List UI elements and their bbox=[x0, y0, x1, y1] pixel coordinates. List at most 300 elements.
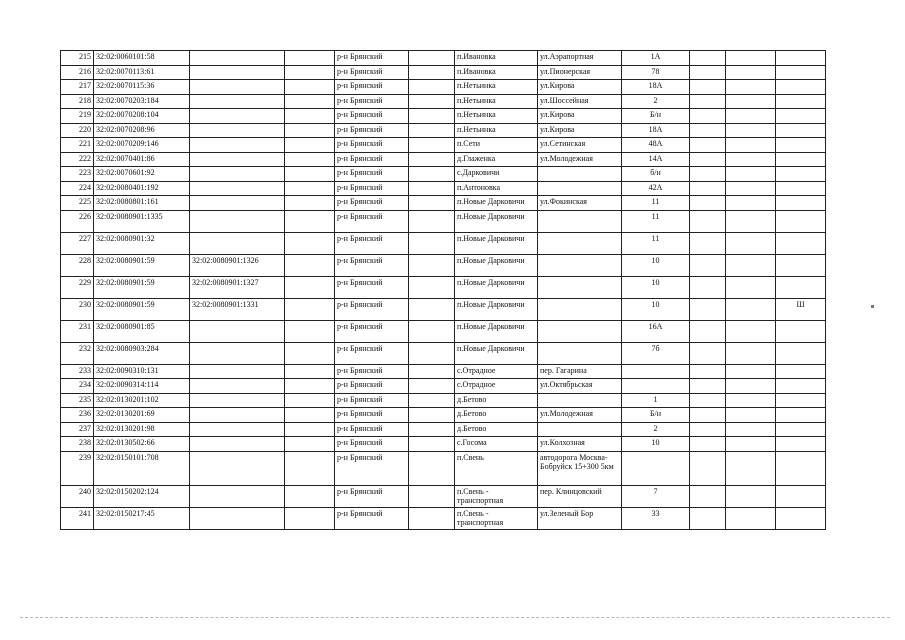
table-row bbox=[61, 109, 826, 124]
note-cell bbox=[776, 196, 826, 211]
note-cell bbox=[776, 123, 826, 138]
note-cell: Ш bbox=[776, 298, 826, 320]
locality: с.Госома bbox=[455, 437, 538, 452]
district: р-н Брянский bbox=[335, 298, 409, 320]
empty-cell bbox=[409, 152, 455, 167]
empty-cell bbox=[690, 422, 726, 437]
locality: п.Новые Дарковичи bbox=[455, 196, 538, 211]
street: пер. Гагарина bbox=[538, 364, 622, 379]
linked-cadastral-number bbox=[190, 94, 285, 109]
locality: п.Нетьинка bbox=[455, 80, 538, 95]
note-cell bbox=[776, 342, 826, 364]
cadastral-number: 32:02:0090314:114 bbox=[94, 379, 190, 394]
empty-cell bbox=[409, 379, 455, 394]
district: р-н Брянский bbox=[335, 94, 409, 109]
empty-cell bbox=[285, 379, 335, 394]
empty-cell bbox=[409, 298, 455, 320]
linked-cadastral-number bbox=[190, 51, 285, 66]
row-number: 238 bbox=[61, 437, 94, 452]
street: ул.Кирова bbox=[538, 123, 622, 138]
table-row bbox=[61, 138, 826, 153]
empty-cell bbox=[285, 167, 335, 182]
district: р-н Брянский bbox=[335, 422, 409, 437]
note-cell bbox=[776, 276, 826, 298]
empty-cell bbox=[690, 408, 726, 423]
locality: с.Дарковичи bbox=[455, 167, 538, 182]
empty-cell bbox=[726, 393, 776, 408]
empty-cell bbox=[690, 298, 726, 320]
empty-cell bbox=[285, 437, 335, 452]
linked-cadastral-number bbox=[190, 320, 285, 342]
note-cell bbox=[776, 109, 826, 124]
house-number: 1 bbox=[622, 393, 690, 408]
table-row bbox=[61, 167, 826, 182]
table-row bbox=[61, 437, 826, 452]
street: ул.Зеленый Бор bbox=[538, 507, 622, 529]
cadastral-number: 32:02:0080901:59 bbox=[94, 298, 190, 320]
house-number: 11 bbox=[622, 196, 690, 211]
district: р-н Брянский bbox=[335, 152, 409, 167]
linked-cadastral-number bbox=[190, 196, 285, 211]
row-number: 226 bbox=[61, 210, 94, 232]
empty-cell bbox=[285, 320, 335, 342]
cadastral-number: 32:02:0070208:96 bbox=[94, 123, 190, 138]
empty-cell bbox=[690, 364, 726, 379]
empty-cell bbox=[409, 138, 455, 153]
street: ул.Колхозная bbox=[538, 437, 622, 452]
locality: п.Новые Дарковичи bbox=[455, 210, 538, 232]
row-number: 237 bbox=[61, 422, 94, 437]
linked-cadastral-number bbox=[190, 393, 285, 408]
street: ул.Кирова bbox=[538, 109, 622, 124]
locality: д.Бетово bbox=[455, 408, 538, 423]
street: автодорога Москва-Бобруйск 15+300 5км bbox=[538, 451, 622, 485]
empty-cell bbox=[690, 320, 726, 342]
row-number: 232 bbox=[61, 342, 94, 364]
street bbox=[538, 181, 622, 196]
empty-cell bbox=[690, 379, 726, 394]
locality: п.Ивановка bbox=[455, 51, 538, 66]
empty-cell bbox=[285, 196, 335, 211]
district: р-н Брянский bbox=[335, 507, 409, 529]
table-row bbox=[61, 364, 826, 379]
empty-cell bbox=[285, 485, 335, 507]
empty-cell bbox=[726, 408, 776, 423]
street: пер. Клинцовский bbox=[538, 485, 622, 507]
locality: д.Глаженка bbox=[455, 152, 538, 167]
cadastral-number: 32:02:0080401:192 bbox=[94, 181, 190, 196]
empty-cell bbox=[409, 276, 455, 298]
linked-cadastral-number bbox=[190, 437, 285, 452]
empty-cell bbox=[690, 342, 726, 364]
district: р-н Брянский bbox=[335, 167, 409, 182]
locality: д.Бетово bbox=[455, 393, 538, 408]
empty-cell bbox=[690, 152, 726, 167]
cadastral-number: 32:02:0080801:161 bbox=[94, 196, 190, 211]
street: ул.Молодежная bbox=[538, 152, 622, 167]
empty-cell bbox=[285, 254, 335, 276]
district: р-н Брянский bbox=[335, 451, 409, 485]
empty-cell bbox=[690, 232, 726, 254]
house-number: 2 bbox=[622, 94, 690, 109]
scan-artifact-line bbox=[20, 617, 890, 618]
house-number: 1А bbox=[622, 51, 690, 66]
linked-cadastral-number bbox=[190, 181, 285, 196]
empty-cell bbox=[409, 65, 455, 80]
district: р-н Брянский bbox=[335, 437, 409, 452]
empty-cell bbox=[726, 422, 776, 437]
district: р-н Брянский bbox=[335, 210, 409, 232]
cadastral-number: 32:02:0080901:85 bbox=[94, 320, 190, 342]
locality: п.Новые Дарковичи bbox=[455, 232, 538, 254]
house-number: 18А bbox=[622, 80, 690, 95]
empty-cell bbox=[726, 379, 776, 394]
house-number: б/н bbox=[622, 167, 690, 182]
row-number: 227 bbox=[61, 232, 94, 254]
district: р-н Брянский bbox=[335, 393, 409, 408]
cadastral-number: 32:02:0090310:131 bbox=[94, 364, 190, 379]
empty-cell bbox=[726, 167, 776, 182]
empty-cell bbox=[726, 65, 776, 80]
locality: п.Новые Дарковичи bbox=[455, 298, 538, 320]
empty-cell bbox=[690, 167, 726, 182]
district: р-н Брянский bbox=[335, 408, 409, 423]
locality: п.Новые Дарковичи bbox=[455, 254, 538, 276]
note-cell bbox=[776, 94, 826, 109]
note-cell bbox=[776, 437, 826, 452]
empty-cell bbox=[285, 210, 335, 232]
cadastral-number: 32:02:0070113:61 bbox=[94, 65, 190, 80]
locality: п.Сети bbox=[455, 138, 538, 153]
cadastral-number: 32:02:0070601:92 bbox=[94, 167, 190, 182]
cadastral-number: 32:02:0130201:98 bbox=[94, 422, 190, 437]
street bbox=[538, 276, 622, 298]
empty-cell bbox=[285, 109, 335, 124]
row-number: 217 bbox=[61, 80, 94, 95]
empty-cell bbox=[409, 422, 455, 437]
linked-cadastral-number: 32:02:0080901:1327 bbox=[190, 276, 285, 298]
house-number: 18А bbox=[622, 123, 690, 138]
row-number: 218 bbox=[61, 94, 94, 109]
street: ул.Шоссейная bbox=[538, 94, 622, 109]
house-number: 10 bbox=[622, 254, 690, 276]
empty-cell bbox=[726, 210, 776, 232]
empty-cell bbox=[690, 80, 726, 95]
row-number: 220 bbox=[61, 123, 94, 138]
empty-cell bbox=[690, 254, 726, 276]
empty-cell bbox=[726, 232, 776, 254]
locality: п.Новые Дарковичи bbox=[455, 342, 538, 364]
note-cell bbox=[776, 138, 826, 153]
empty-cell bbox=[285, 342, 335, 364]
empty-cell bbox=[285, 451, 335, 485]
house-number: 78 bbox=[622, 65, 690, 80]
row-number: 215 bbox=[61, 51, 94, 66]
table-row bbox=[61, 65, 826, 80]
empty-cell bbox=[726, 196, 776, 211]
linked-cadastral-number bbox=[190, 408, 285, 423]
empty-cell bbox=[726, 437, 776, 452]
house-number bbox=[622, 379, 690, 394]
house-number: 16А bbox=[622, 320, 690, 342]
street bbox=[538, 422, 622, 437]
table-row bbox=[61, 342, 826, 364]
empty-cell bbox=[285, 298, 335, 320]
row-number: 234 bbox=[61, 379, 94, 394]
row-number: 223 bbox=[61, 167, 94, 182]
house-number: 11 bbox=[622, 232, 690, 254]
empty-cell bbox=[690, 507, 726, 529]
empty-cell bbox=[726, 109, 776, 124]
street: ул.Сетинская bbox=[538, 138, 622, 153]
cadastral-number: 32:02:0070208:104 bbox=[94, 109, 190, 124]
empty-cell bbox=[690, 437, 726, 452]
empty-cell bbox=[726, 94, 776, 109]
empty-cell bbox=[409, 451, 455, 485]
empty-cell bbox=[285, 138, 335, 153]
locality: п.Новые Дарковичи bbox=[455, 276, 538, 298]
house-number bbox=[622, 451, 690, 485]
district: р-н Брянский bbox=[335, 123, 409, 138]
table-row bbox=[61, 232, 826, 254]
empty-cell bbox=[726, 451, 776, 485]
cadastral-number: 32:02:0060101:58 bbox=[94, 51, 190, 66]
note-cell bbox=[776, 167, 826, 182]
street: ул.Октябрьская bbox=[538, 379, 622, 394]
empty-cell bbox=[726, 138, 776, 153]
empty-cell bbox=[285, 152, 335, 167]
linked-cadastral-number bbox=[190, 138, 285, 153]
street bbox=[538, 167, 622, 182]
house-number: 7 bbox=[622, 485, 690, 507]
note-cell bbox=[776, 485, 826, 507]
linked-cadastral-number: 32:02:0080901:1331 bbox=[190, 298, 285, 320]
street bbox=[538, 320, 622, 342]
empty-cell bbox=[726, 181, 776, 196]
street bbox=[538, 298, 622, 320]
empty-cell bbox=[409, 210, 455, 232]
empty-cell bbox=[726, 485, 776, 507]
locality: п.Свень bbox=[455, 451, 538, 485]
district: р-н Брянский bbox=[335, 196, 409, 211]
locality: п.Нетьинка bbox=[455, 109, 538, 124]
empty-cell bbox=[285, 51, 335, 66]
empty-cell bbox=[285, 181, 335, 196]
cadastral-number: 32:02:0150217:45 bbox=[94, 507, 190, 529]
row-number: 221 bbox=[61, 138, 94, 153]
empty-cell bbox=[409, 437, 455, 452]
house-number: 2 bbox=[622, 422, 690, 437]
house-number: 10 bbox=[622, 276, 690, 298]
empty-cell bbox=[285, 393, 335, 408]
empty-cell bbox=[409, 51, 455, 66]
table-row bbox=[61, 152, 826, 167]
house-number: 10 bbox=[622, 298, 690, 320]
empty-cell bbox=[726, 364, 776, 379]
note-cell bbox=[776, 51, 826, 66]
locality: д.Бетово bbox=[455, 422, 538, 437]
cadastral-number: 32:02:0070203:184 bbox=[94, 94, 190, 109]
locality: п.Антоновка bbox=[455, 181, 538, 196]
note-cell bbox=[776, 379, 826, 394]
house-number: 42А bbox=[622, 181, 690, 196]
district: р-н Брянский bbox=[335, 181, 409, 196]
table-row bbox=[61, 51, 826, 66]
cadastral-number: 32:02:0130502:66 bbox=[94, 437, 190, 452]
linked-cadastral-number bbox=[190, 210, 285, 232]
cadastral-number: 32:02:0080903:284 bbox=[94, 342, 190, 364]
table-row bbox=[61, 254, 826, 276]
district: р-н Брянский bbox=[335, 276, 409, 298]
table-row bbox=[61, 181, 826, 196]
note-cell bbox=[776, 320, 826, 342]
district: р-н Брянский bbox=[335, 342, 409, 364]
row-number: 236 bbox=[61, 408, 94, 423]
empty-cell bbox=[409, 123, 455, 138]
linked-cadastral-number bbox=[190, 65, 285, 80]
street: ул.Фокинская bbox=[538, 196, 622, 211]
table-row bbox=[61, 320, 826, 342]
row-number: 219 bbox=[61, 109, 94, 124]
row-number: 240 bbox=[61, 485, 94, 507]
house-number bbox=[622, 364, 690, 379]
empty-cell bbox=[285, 65, 335, 80]
cadastral-number: 32:02:0080901:59 bbox=[94, 276, 190, 298]
empty-cell bbox=[409, 408, 455, 423]
row-number: 229 bbox=[61, 276, 94, 298]
locality: п.Свень - транспортная bbox=[455, 507, 538, 529]
table-row bbox=[61, 94, 826, 109]
note-cell bbox=[776, 80, 826, 95]
empty-cell bbox=[285, 422, 335, 437]
table-row bbox=[61, 408, 826, 423]
empty-cell bbox=[690, 138, 726, 153]
empty-cell bbox=[726, 298, 776, 320]
empty-cell bbox=[690, 210, 726, 232]
empty-cell bbox=[726, 51, 776, 66]
linked-cadastral-number bbox=[190, 80, 285, 95]
linked-cadastral-number bbox=[190, 109, 285, 124]
linked-cadastral-number bbox=[190, 451, 285, 485]
empty-cell bbox=[409, 232, 455, 254]
row-number: 222 bbox=[61, 152, 94, 167]
empty-cell bbox=[690, 181, 726, 196]
note-cell bbox=[776, 507, 826, 529]
cadastral-number: 32:02:0070115:36 bbox=[94, 80, 190, 95]
row-number: 224 bbox=[61, 181, 94, 196]
cadastral-number: 32:02:0080901:32 bbox=[94, 232, 190, 254]
empty-cell bbox=[726, 80, 776, 95]
note-cell bbox=[776, 408, 826, 423]
locality: с.Отрадное bbox=[455, 364, 538, 379]
empty-cell bbox=[409, 320, 455, 342]
table-row bbox=[61, 451, 826, 485]
district: р-н Брянский bbox=[335, 109, 409, 124]
note-cell bbox=[776, 422, 826, 437]
district: р-н Брянский bbox=[335, 364, 409, 379]
empty-cell bbox=[285, 408, 335, 423]
empty-cell bbox=[409, 507, 455, 529]
linked-cadastral-number bbox=[190, 485, 285, 507]
table-row bbox=[61, 379, 826, 394]
street bbox=[538, 210, 622, 232]
empty-cell bbox=[285, 80, 335, 95]
cadastral-number: 32:02:0130201:102 bbox=[94, 393, 190, 408]
cadastral-number: 32:02:0080901:59 bbox=[94, 254, 190, 276]
note-cell bbox=[776, 232, 826, 254]
empty-cell bbox=[726, 254, 776, 276]
empty-cell bbox=[690, 485, 726, 507]
linked-cadastral-number bbox=[190, 152, 285, 167]
locality: п.Ивановка bbox=[455, 65, 538, 80]
empty-cell bbox=[690, 109, 726, 124]
note-cell bbox=[776, 152, 826, 167]
empty-cell bbox=[690, 123, 726, 138]
row-number: 235 bbox=[61, 393, 94, 408]
table-body bbox=[61, 51, 826, 530]
empty-cell bbox=[409, 94, 455, 109]
district: р-н Брянский bbox=[335, 232, 409, 254]
note-cell bbox=[776, 393, 826, 408]
district: р-н Брянский bbox=[335, 65, 409, 80]
street bbox=[538, 254, 622, 276]
table-row bbox=[61, 393, 826, 408]
row-number: 230 bbox=[61, 298, 94, 320]
cadastral-number: 32:02:0070401:86 bbox=[94, 152, 190, 167]
house-number: 33 bbox=[622, 507, 690, 529]
row-number: 233 bbox=[61, 364, 94, 379]
empty-cell bbox=[409, 254, 455, 276]
scan-speck bbox=[871, 305, 874, 308]
table-row bbox=[61, 80, 826, 95]
house-number: 11 bbox=[622, 210, 690, 232]
empty-cell bbox=[285, 123, 335, 138]
empty-cell bbox=[690, 51, 726, 66]
table-row bbox=[61, 485, 826, 507]
house-number: Б/н bbox=[622, 408, 690, 423]
table-row bbox=[61, 123, 826, 138]
empty-cell bbox=[409, 167, 455, 182]
house-number: 7б bbox=[622, 342, 690, 364]
locality: с.Отрадное bbox=[455, 379, 538, 394]
empty-cell bbox=[409, 181, 455, 196]
table-row bbox=[61, 210, 826, 232]
street: ул.Кирова bbox=[538, 80, 622, 95]
note-cell bbox=[776, 254, 826, 276]
linked-cadastral-number bbox=[190, 379, 285, 394]
empty-cell bbox=[409, 364, 455, 379]
row-number: 216 bbox=[61, 65, 94, 80]
district: р-н Брянский bbox=[335, 320, 409, 342]
district: р-н Брянский bbox=[335, 80, 409, 95]
cadastral-number: 32:02:0070209:146 bbox=[94, 138, 190, 153]
note-cell bbox=[776, 210, 826, 232]
empty-cell bbox=[690, 276, 726, 298]
empty-cell bbox=[409, 342, 455, 364]
house-number: Б/н bbox=[622, 109, 690, 124]
district: р-н Брянский bbox=[335, 254, 409, 276]
locality: п.Нетьинка bbox=[455, 123, 538, 138]
house-number: 14А bbox=[622, 152, 690, 167]
house-number: 48А bbox=[622, 138, 690, 153]
linked-cadastral-number bbox=[190, 364, 285, 379]
empty-cell bbox=[726, 507, 776, 529]
table-row bbox=[61, 298, 826, 320]
empty-cell bbox=[409, 393, 455, 408]
district: р-н Брянский bbox=[335, 51, 409, 66]
empty-cell bbox=[726, 276, 776, 298]
empty-cell bbox=[690, 393, 726, 408]
